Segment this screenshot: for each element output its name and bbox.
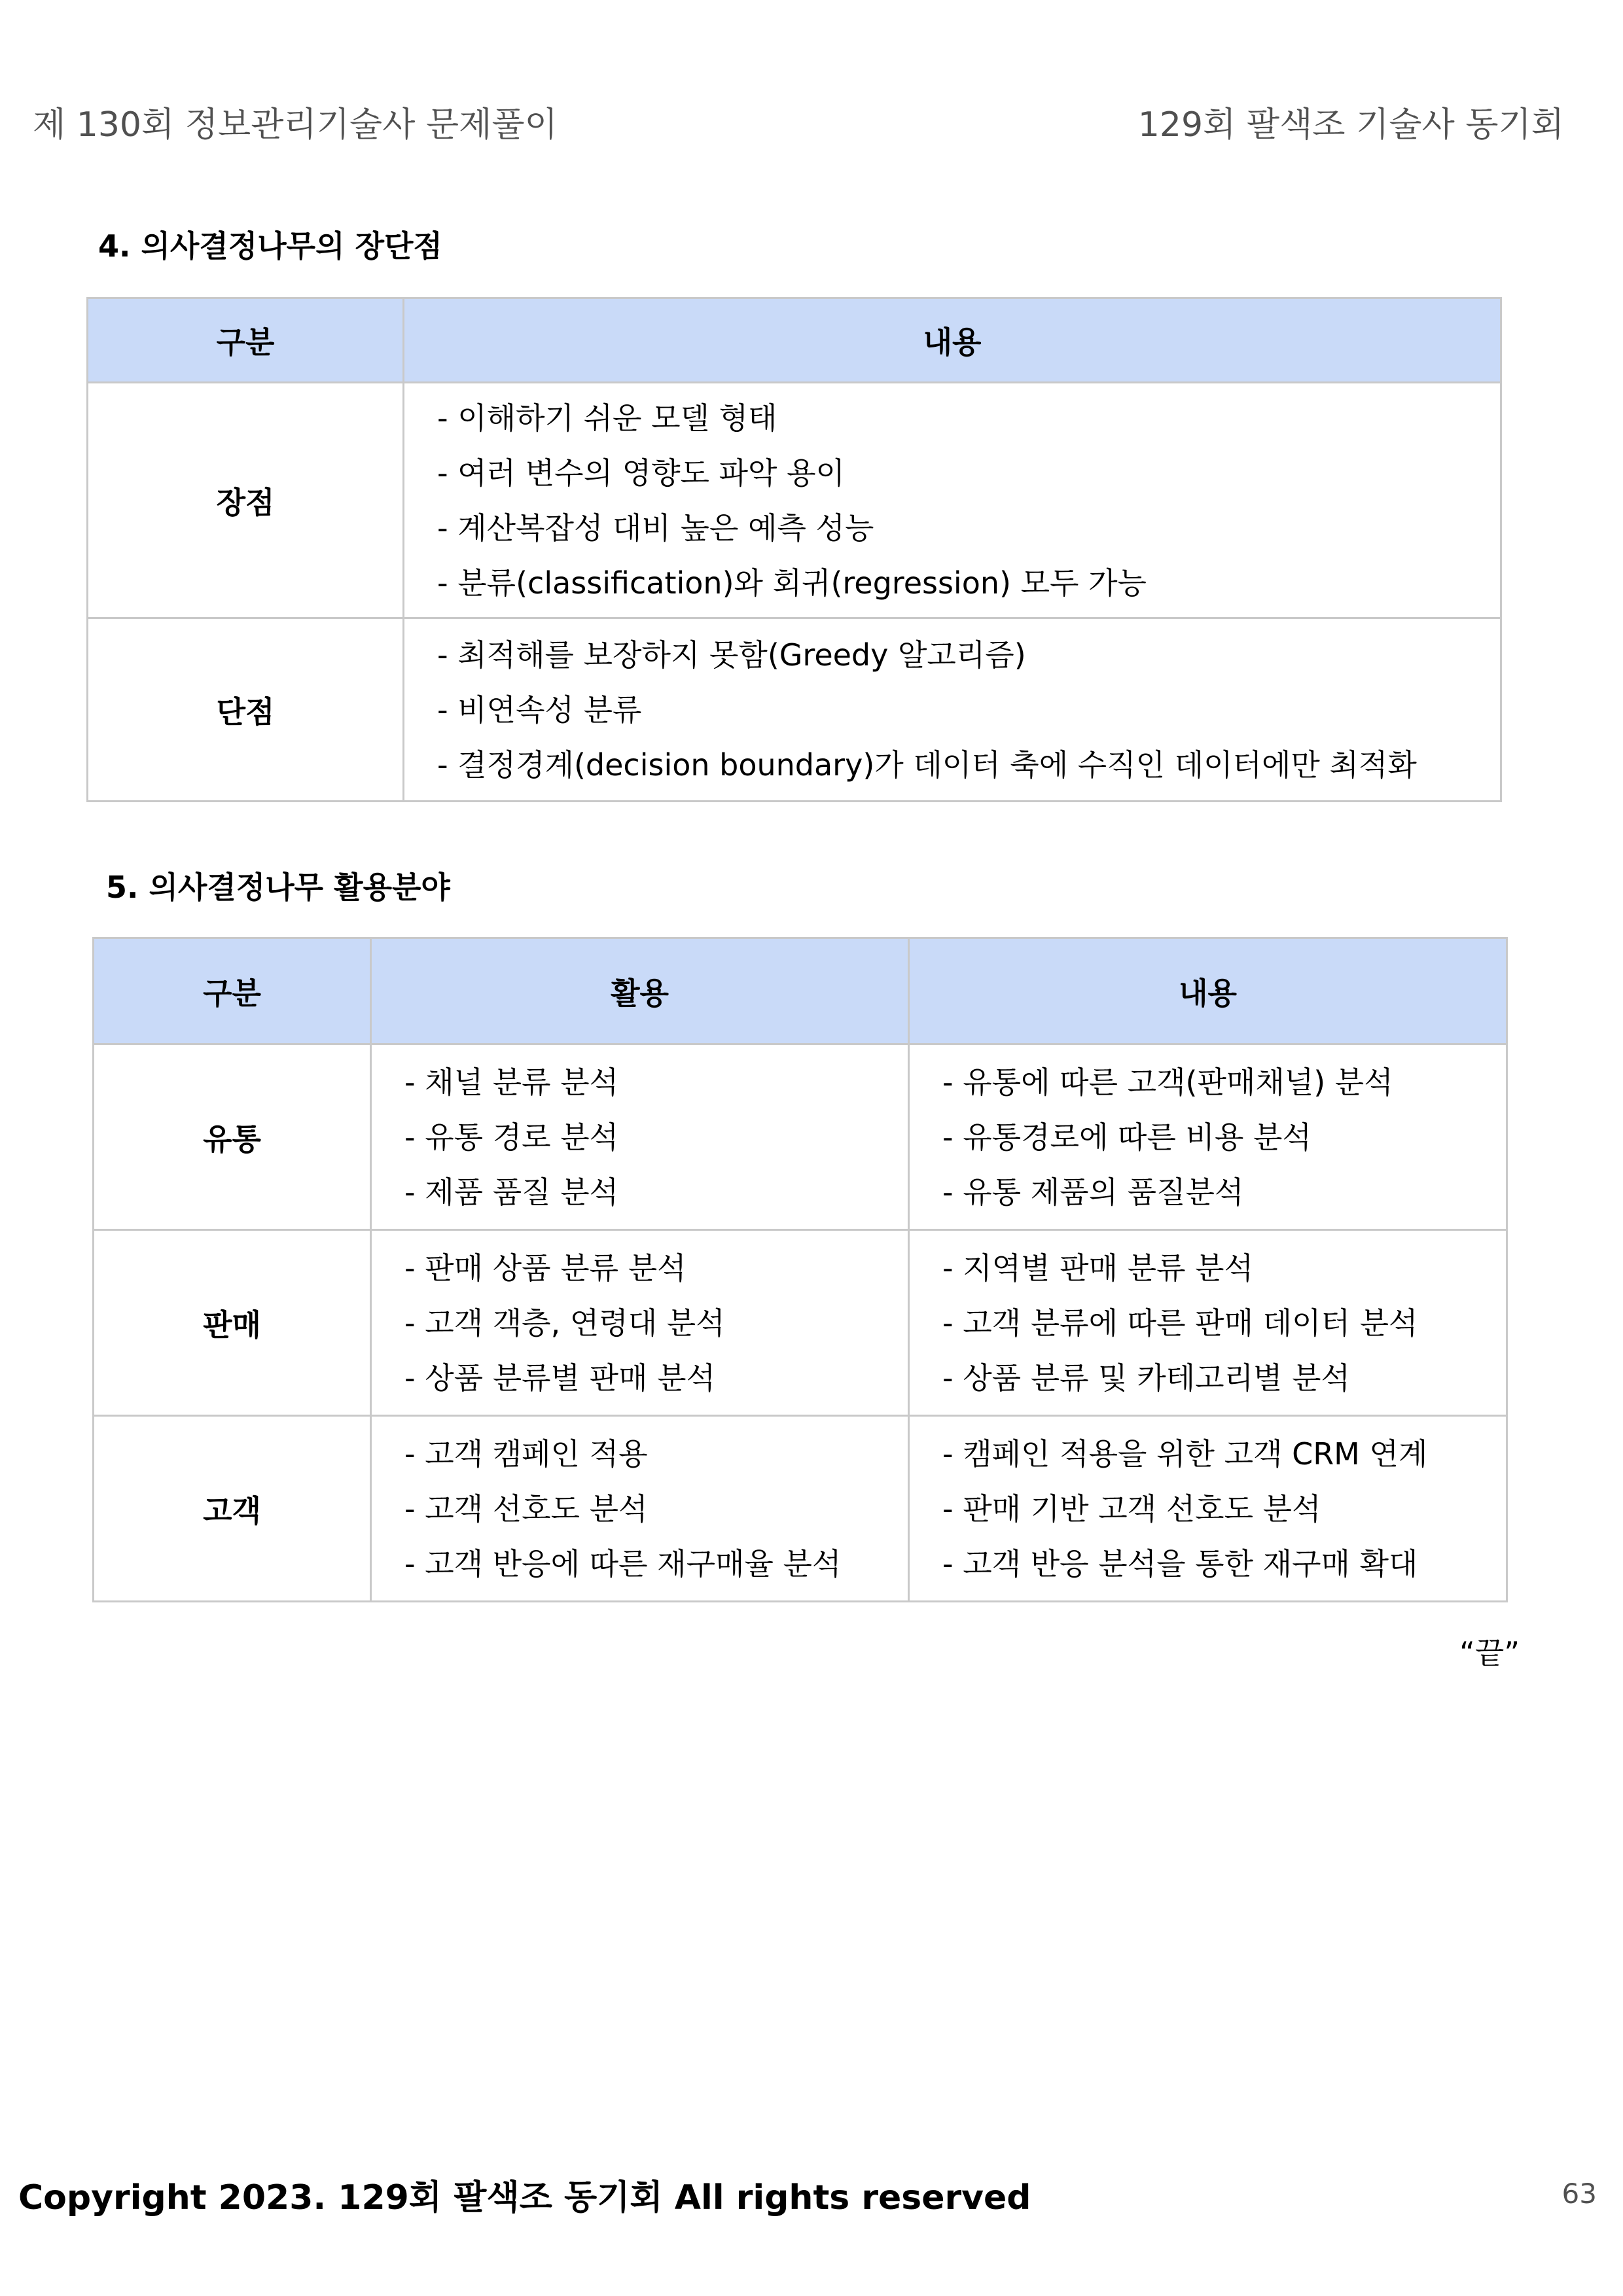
application-table [92, 937, 1508, 1602]
column-header: 활용 [371, 938, 909, 1044]
table-header-row [94, 938, 1507, 1044]
list-item: - 고객 반응에 따른 재구매율 분석 [404, 1545, 842, 1581]
list-item: - 분류(classification)와 회귀(regression) 모두 가능 [437, 565, 1147, 601]
table-row [88, 618, 1501, 802]
list-item: - 채널 분류 분석 [404, 1064, 619, 1100]
list-item: - 고객 캠페인 적용 [404, 1436, 648, 1472]
list-item: - 상품 분류별 판매 분석 [404, 1360, 716, 1396]
list-item: - 최적해를 보장하지 못함(Greedy 알고리즘) [437, 637, 1026, 673]
pros-content [404, 383, 1501, 618]
footer-copyright: Copyright 2023. 129회 팔색조 동기회 All rights reserved [18, 2178, 1031, 2217]
page-number: 63 [1561, 2178, 1597, 2210]
details-cell [909, 1416, 1507, 1602]
column-header: 구분 [94, 938, 371, 1044]
list-item: - 판매 기반 고객 선호도 분석 [942, 1491, 1321, 1527]
cons-content [404, 618, 1501, 802]
header-title-left: 제 130회 정보관리기술사 문제풀이 [33, 105, 558, 145]
table-row [88, 383, 1501, 618]
row-label-customer: 고객 [94, 1416, 371, 1602]
row-label-distribution: 유통 [94, 1044, 371, 1230]
list-item: - 유통경로에 따른 비용 분석 [942, 1119, 1311, 1155]
list-item: - 유통에 따른 고객(판매채널) 분석 [942, 1064, 1393, 1100]
uses-cell [371, 1044, 909, 1230]
uses-cell [371, 1416, 909, 1602]
details-cell [909, 1044, 1507, 1230]
list-item: - 고객 객층, 연령대 분석 [404, 1305, 725, 1341]
details-cell [909, 1230, 1507, 1416]
list-item: - 고객 분류에 따른 판매 데이터 분석 [942, 1305, 1418, 1341]
list-item: - 여러 변수의 영향도 파악 용이 [437, 455, 845, 491]
table-row [94, 1230, 1507, 1416]
list-item: - 상품 분류 및 카테고리별 분석 [942, 1360, 1350, 1396]
table-row [94, 1044, 1507, 1230]
pros-cons-table [86, 297, 1502, 802]
list-item: - 고객 반응 분석을 통한 재구매 확대 [942, 1545, 1418, 1581]
list-item: - 판매 상품 분류 분석 [404, 1250, 687, 1286]
row-label-sales: 판매 [94, 1230, 371, 1416]
column-header: 구분 [88, 298, 404, 383]
table-header-row [88, 298, 1501, 383]
list-item: - 결정경계(decision boundary)가 데이터 축에 수직인 데이터에만 최적화 [437, 747, 1417, 783]
header-title-right: 129회 팔색조 기술사 동기회 [1137, 105, 1564, 145]
table-row [94, 1416, 1507, 1602]
list-item: - 계산복잡성 대비 높은 예측 성능 [437, 510, 874, 546]
row-label-cons: 단점 [88, 618, 404, 802]
row-label-pros: 장점 [88, 383, 404, 618]
list-item: - 캠페인 적용을 위한 고객 CRM 연계 [942, 1436, 1428, 1472]
section-4-title: 4. 의사결정나무의 장단점 [98, 228, 442, 264]
list-item: - 지역별 판매 분류 분석 [942, 1250, 1254, 1286]
column-header: 내용 [404, 298, 1501, 383]
list-item: - 이해하기 쉬운 모델 형태 [437, 400, 777, 436]
list-item: - 비연속성 분류 [437, 692, 642, 728]
end-mark: “끝” [1459, 1635, 1520, 1670]
uses-cell [371, 1230, 909, 1416]
column-header: 내용 [909, 938, 1507, 1044]
list-item: - 유통 경로 분석 [404, 1119, 619, 1155]
list-item: - 고객 선호도 분석 [404, 1491, 648, 1527]
list-item: - 제품 품질 분석 [404, 1174, 619, 1210]
section-5-title: 5. 의사결정나무 활용분야 [106, 870, 450, 905]
list-item: - 유통 제품의 품질분석 [942, 1174, 1244, 1210]
